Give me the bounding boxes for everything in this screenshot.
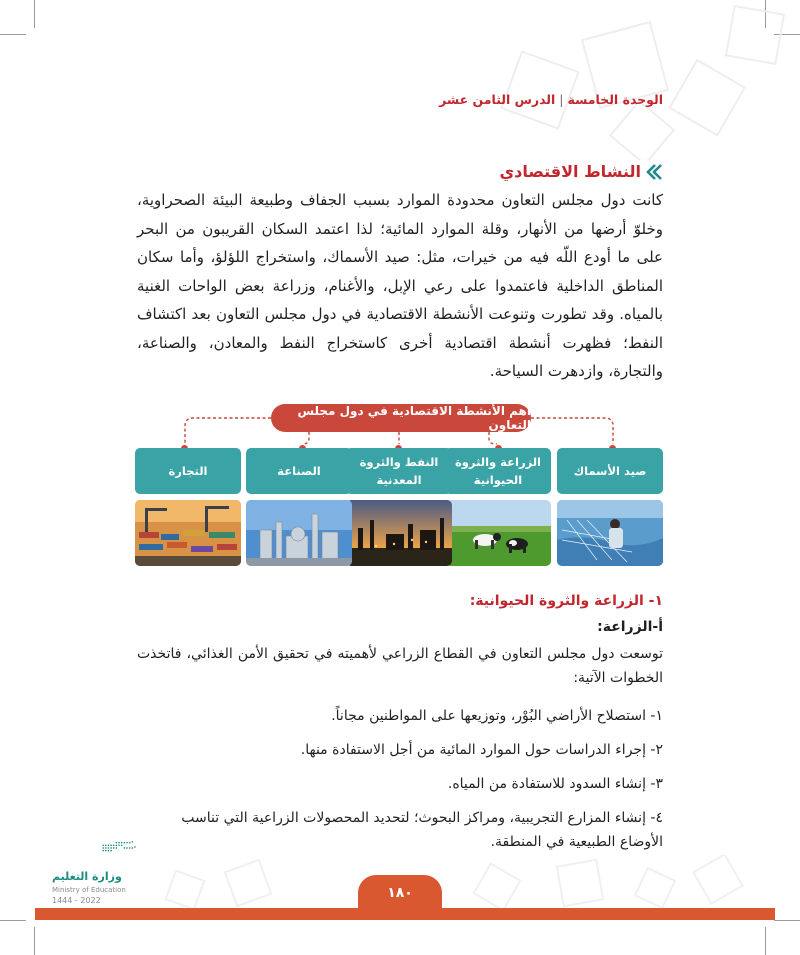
agriculture-paragraph: توسعت دول مجلس التعاون في القطاع الزراعي لأهميته في تحقيق الأمن الغذائي، فاتخذت الخطوات الآتية: <box>137 646 663 686</box>
oil-refinery-photo <box>346 500 452 566</box>
ministry-name-en: Ministry of Education <box>52 886 126 894</box>
section-title <box>499 162 663 181</box>
unit-label: الوحدة الخامسة <box>567 92 663 107</box>
industry-photo <box>246 500 352 566</box>
agriculture-heading: ١- الزراعة والثروة الحيوانية: <box>469 593 663 609</box>
step-item: ١- استصلاح الأراضي البُوْر، وتوزيعها على المواطنين مجاناً. <box>331 708 663 724</box>
page-number: ١٨٠ <box>358 875 442 911</box>
ministry-name: وزارة التعليم <box>52 870 122 883</box>
crop-mark <box>774 920 800 921</box>
step-item: ٣- إنشاء السدود للاستفادة من المياه. <box>447 776 663 792</box>
lesson-label: الدرس الثامن عشر <box>439 92 556 107</box>
diagram-title: أهم الأنشطة الاقتصادية في دول مجلس التعاون <box>271 404 531 432</box>
trade-port-photo <box>135 500 241 566</box>
decorative-pattern <box>470 0 800 160</box>
crop-mark <box>34 0 35 28</box>
step-item: ٢- إجراء الدراسات حول الموارد المائية من أجل الاستفادة منها. <box>300 742 663 758</box>
breadcrumb-separator: | <box>559 92 564 107</box>
crop-mark <box>0 920 26 921</box>
step-item: ٤- إنشاء المزارع التجريبية، ومراكز البحوث؛ لتحديد المحصولات الزراعية التي تناسب الأوضاع الطبيعية في المنطقة. <box>181 810 663 850</box>
ministry-logo <box>52 840 172 870</box>
crop-mark <box>34 927 35 955</box>
fishing-photo <box>557 500 663 566</box>
intro-paragraph: كانت دول مجلس التعاون محدودة الموارد بسبب الجفاف وطبيعة البيئة الصحراوية، وخلوّ أرضها من الأنهار، وقلة الموارد المائية؛ لذا اعتمد السكان القريبون من البحر على ما أودع اللّه فيه من خيرات، مثل: صيد الأسماك، واستخراج اللؤلؤ، وأما سكان المناطق الداخلية فاعتمدوا على رعي الإبل، والأغنام، وزراعة بعض الواحات الغنية بالمياه. وقد تطورت وتنوعت الأنشطة الاقتصادية في دول مجلس التعاون بعد اكتشاف النفط؛ فظهرت أنشطة اقتصادية أخرى كاستخراج النفط والمعادن، والصناعة، والتجارة، وازدهرت السياحة. <box>137 191 663 380</box>
crop-mark <box>774 34 800 35</box>
category-oil-minerals: النفط والثروة المعدنية <box>346 448 452 494</box>
category-industry: الصناعة <box>246 448 352 494</box>
section-title-text: النشاط الاقتصادي <box>499 162 641 181</box>
agriculture-photo <box>445 500 551 566</box>
crop-mark <box>0 34 26 35</box>
activities-diagram <box>133 400 665 570</box>
category-trade: التجارة <box>135 448 241 494</box>
crop-mark <box>765 0 766 28</box>
edition-year: 2022 - 1444 <box>52 896 101 905</box>
crop-mark <box>765 927 766 955</box>
category-agriculture: الزراعة والثروة الحيوانية <box>445 448 551 494</box>
double-chevron-left-icon <box>645 164 663 180</box>
breadcrumb <box>439 92 663 107</box>
farming-subheading: أ-الزراعة: <box>597 619 663 635</box>
category-fishing: صيد الأسماك <box>557 448 663 494</box>
